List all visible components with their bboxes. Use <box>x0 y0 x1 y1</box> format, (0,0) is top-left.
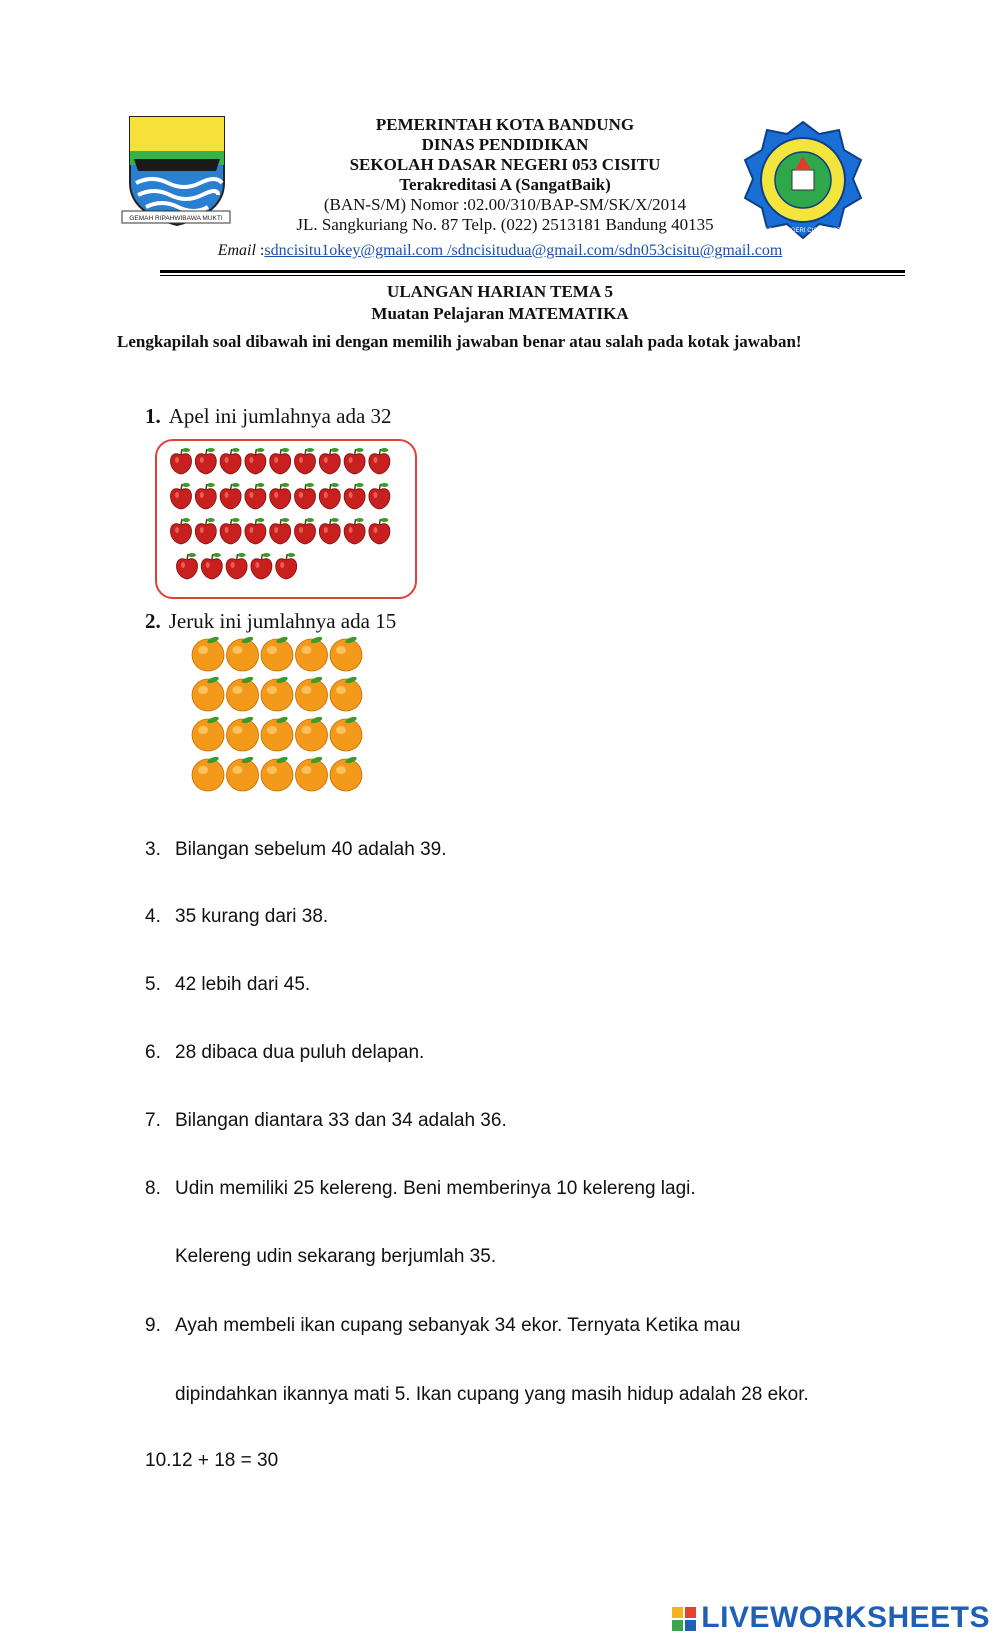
apple-icon <box>270 518 291 544</box>
liveworksheets-icon <box>671 1606 697 1632</box>
question-7 <box>145 1110 507 1132</box>
header-school-name: SEKOLAH DASAR NEGERI 053 CISITU <box>349 155 661 174</box>
question-8 <box>145 1178 696 1200</box>
apple-icon <box>226 553 247 579</box>
header-department: DINAS PENDIDIKAN <box>421 135 589 154</box>
apple-icon <box>245 483 266 509</box>
question-number: 10. <box>145 1450 172 1471</box>
apple-icon <box>171 448 192 474</box>
orange-icon <box>192 636 224 671</box>
apple-icon <box>276 553 297 579</box>
question-text: 28 dibaca dua puluh delapan. <box>175 1042 425 1063</box>
email-label: Email <box>217 242 256 259</box>
apple-icon <box>220 518 241 544</box>
apple-icon <box>195 518 216 544</box>
apple-icon <box>344 448 365 474</box>
exam-instruction: Lengkapilah soal dibawah ini dengan memilih jawaban benar atau salah pada kotak jawaban! <box>117 332 802 351</box>
school-seal-text: SEKOLAH DASAR NEGERI CISITU KOTA BANDUNG <box>730 228 876 234</box>
question-6 <box>145 1042 424 1064</box>
question-number: 2. <box>145 609 161 633</box>
question-text: 35 kurang dari 38. <box>175 906 329 927</box>
email-links[interactable]: sdncisitu1okey@gmail.com /sdncisitudua@gmail.com/sdn053cisitu@gmail.com <box>264 242 783 259</box>
question-text: 12 + 18 = 30 <box>171 1450 279 1471</box>
orange-icon <box>261 676 293 711</box>
apple-icon <box>344 518 365 544</box>
orange-icon <box>261 636 293 671</box>
header-government: PEMERINTAH KOTA BANDUNG <box>375 115 635 134</box>
question-text: Udin memiliki 25 kelereng. Beni memberinya 10 kelereng lagi. <box>175 1178 696 1199</box>
question-9 <box>145 1315 740 1337</box>
header-divider-thick <box>160 270 905 273</box>
question-10 <box>145 1450 278 1472</box>
orange-icon <box>227 636 259 671</box>
orange-icon <box>330 716 362 751</box>
apple-icon <box>295 518 316 544</box>
question-text: Apel ini jumlahnya ada 32 <box>168 404 392 428</box>
header-divider-thin <box>160 275 905 276</box>
orange-icon <box>296 716 328 751</box>
question-number: 6. <box>145 1042 161 1063</box>
orange-icon <box>330 636 362 671</box>
question-1 <box>145 404 392 429</box>
apple-icon <box>270 483 291 509</box>
orange-icon <box>227 756 259 791</box>
question-text: Jeruk ini jumlahnya ada 15 <box>168 609 397 633</box>
question-2 <box>145 609 396 634</box>
apple-icon <box>220 448 241 474</box>
apple-icon <box>270 448 291 474</box>
apple-icon <box>245 448 266 474</box>
header-accreditation: Terakreditasi A (SangatBaik) <box>399 175 611 194</box>
exam-subject: Muatan Pelajaran MATEMATIKA <box>371 304 629 323</box>
apple-icon <box>171 483 192 509</box>
liveworksheets-logo[interactable] <box>671 1601 990 1635</box>
question-5 <box>145 974 310 996</box>
apple-icon <box>344 483 365 509</box>
orange-icon <box>192 716 224 751</box>
question-number: 1. <box>145 404 161 428</box>
apple-icon <box>177 553 198 579</box>
question-number: 7. <box>145 1110 161 1131</box>
apple-icon <box>245 518 266 544</box>
question-number: 9. <box>145 1315 161 1336</box>
email-separator: : <box>255 242 265 259</box>
orange-icon <box>261 716 293 751</box>
header-address: JL. Sangkuriang No. 87 Telp. (022) 2513181 Bandung 40135 <box>296 215 714 234</box>
apple-icon <box>369 518 390 544</box>
orange-icon <box>296 756 328 791</box>
apple-icon <box>295 448 316 474</box>
apple-icon <box>319 518 340 544</box>
orange-icon <box>227 676 259 711</box>
liveworksheets-brand-text: LIVEWORKSHEETS <box>701 1601 990 1634</box>
question-text: 42 lebih dari 45. <box>175 974 311 995</box>
apple-icon <box>369 448 390 474</box>
apple-icon <box>319 483 340 509</box>
question-number: 4. <box>145 906 161 927</box>
orange-icon <box>296 676 328 711</box>
apple-icon <box>171 518 192 544</box>
question-8-continuation: Kelereng udin sekarang berjumlah 35. <box>175 1246 497 1267</box>
orange-icon <box>296 636 328 671</box>
city-motto: GEMAH RIPAHWIBAWA MUKTI <box>129 215 223 222</box>
question-9-continuation: dipindahkan ikannya mati 5. Ikan cupang yang masih hidup adalah 28 ekor. <box>175 1384 809 1405</box>
question-text: Bilangan sebelum 40 adalah 39. <box>175 839 447 860</box>
question-number: 3. <box>145 839 161 860</box>
apple-icon <box>369 483 390 509</box>
apple-icon <box>195 448 216 474</box>
apple-icon <box>201 553 222 579</box>
orange-icon <box>330 676 362 711</box>
apple-icon <box>220 483 241 509</box>
question-text: Bilangan diantara 33 dan 34 adalah 36. <box>175 1110 507 1131</box>
orange-icon <box>261 756 293 791</box>
orange-icon <box>192 676 224 711</box>
header-accreditation-number: (BAN-S/M) Nomor :02.00/310/BAP-SM/SK/X/2014 <box>323 195 687 214</box>
orange-icon <box>330 756 362 791</box>
apple-icon <box>251 553 272 579</box>
header-email <box>140 242 860 260</box>
apple-icon <box>319 448 340 474</box>
exam-title: ULANGAN HARIAN TEMA 5 <box>387 282 613 301</box>
orange-icon <box>227 716 259 751</box>
orange-grid <box>190 633 370 798</box>
apple-icon <box>295 483 316 509</box>
question-3 <box>145 839 446 861</box>
apple-icon <box>195 483 216 509</box>
orange-icon <box>192 756 224 791</box>
question-4 <box>145 906 328 928</box>
question-number: 8. <box>145 1178 161 1199</box>
question-text: Ayah membeli ikan cupang sebanyak 34 ekor. Ternyata Ketika mau <box>175 1315 741 1336</box>
apple-grid <box>168 446 408 591</box>
question-number: 5. <box>145 974 161 995</box>
